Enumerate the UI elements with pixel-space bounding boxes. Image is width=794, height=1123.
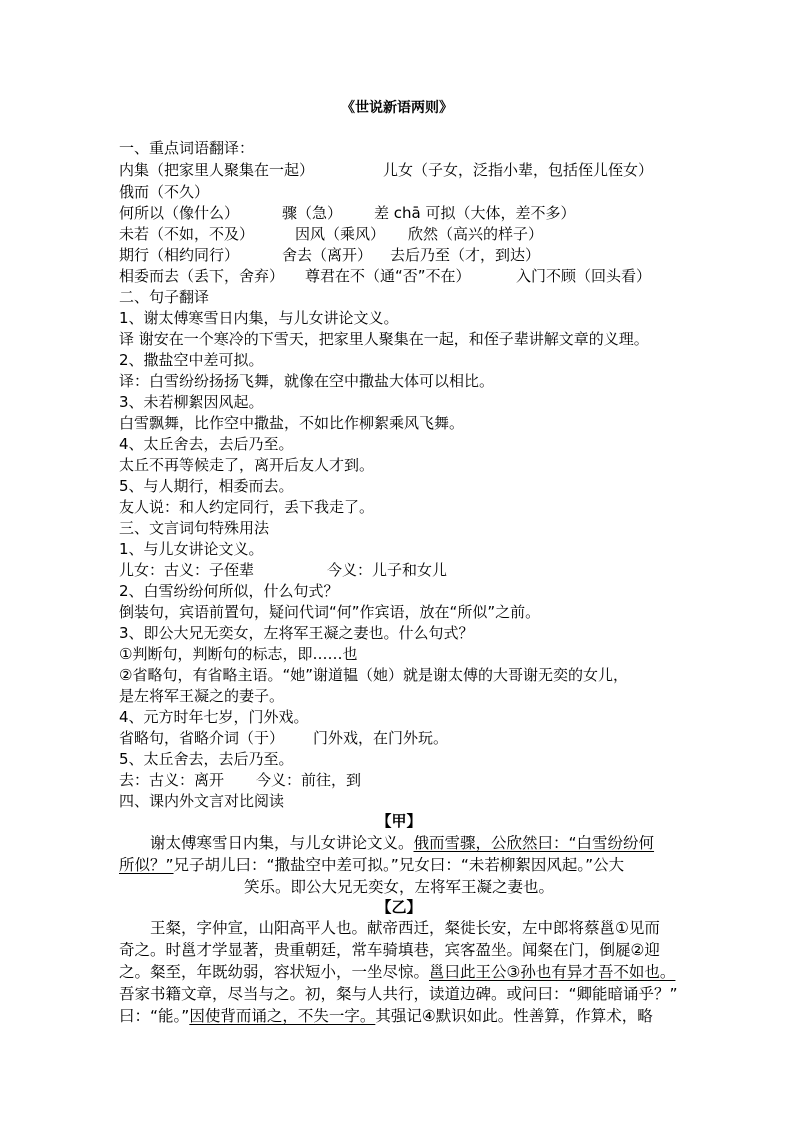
sentence-question: 4、太丘舍去，去后乃至。 <box>119 435 294 453</box>
usage-item: 3、即公大兄无奕女，左将军王凝之妻也。什么句式？ <box>119 624 474 642</box>
vocab-item: 入门不顾（回头看） <box>516 267 652 285</box>
usage-answer: 去：古义：离开 <box>119 771 225 789</box>
usage-answer: 倒装句，宾语前置句，疑问代词“何”作宾语，放在“所似”之前。 <box>119 603 541 621</box>
usage-answer: 儿女：古义：子侄辈 <box>119 561 255 579</box>
usage-answer: ②省略句，有省略主语。“她”谢道韫（她）就是谢太傅的大哥谢无奕的女儿， <box>119 666 628 684</box>
passage-text: 之。粲至，年既幼弱，容状短小，一坐尽惊。 <box>119 963 430 981</box>
passage-jia-label: 【甲】 <box>376 812 422 830</box>
usage-answer: 是左将军王凝之的妻子。 <box>119 687 285 705</box>
vocab-item: 内集（把家里人聚集在一起） <box>119 161 315 179</box>
passage-text: 其强记④默识如此。性善算，作算术，略 <box>375 1007 653 1025</box>
vocab-item: 未若（不如，不及） <box>119 225 255 243</box>
vocab-item: 骤（急） <box>282 204 343 222</box>
passage-yi-line <box>119 1006 653 1026</box>
vocab-item: 相委而去（丢下，舍弃） <box>119 267 285 285</box>
passage-yi-line <box>119 962 675 982</box>
usage-answer: ①判断句，判断句的标志，即……也 <box>119 645 358 663</box>
sentence-translation: 译 谢安在一个寒冷的下雪天，把家里人聚集在一起，和侄子辈讲解文章的义理。 <box>119 330 649 348</box>
passage-yi-line: 奇之。时邕才学显著，贵重朝廷，常车骑填巷，宾客盈坐。闻粲在门，倒屣②迎 <box>119 941 660 959</box>
sentence-translation: 太丘不再等候走了，离开后友人才到。 <box>119 456 375 474</box>
vocab-item: 因风（乘风） <box>295 225 386 243</box>
passage-text: 谢太傅寒雪日内集，与儿女讲论文义。 <box>150 834 414 852</box>
passage-jia-line <box>150 833 654 853</box>
vocab-item: 儿女（子女，泛指小辈，包括侄儿侄女） <box>383 161 654 179</box>
underlined-text: 邕曰此王公③孙也有异才吾不如也。 <box>429 963 676 981</box>
underlined-text: 俄而雪骤，公欣然曰：“白雪纷纷何 <box>413 834 655 852</box>
passage-text: 兄子胡儿曰：“撒盐空中差可拟。”兄女曰：“未若柳絮因风起。”公大 <box>173 856 625 874</box>
section-2-heading: 二、句子翻译 <box>119 288 210 306</box>
passage-text: 曰：“能。” <box>119 1007 190 1025</box>
section-4-heading: 四、课内外文言对比阅读 <box>119 792 285 810</box>
sentence-translation: 译：白雪纷纷扬扬飞舞，就像在空中撒盐大体可以相比。 <box>119 372 495 390</box>
sentence-question: 2、撒盐空中差可拟。 <box>119 351 264 369</box>
vocab-item: 欣然（高兴的样子） <box>408 225 544 243</box>
passage-yi-label: 【乙】 <box>376 898 422 916</box>
usage-item: 1、与儿女讲论文义。 <box>119 540 264 558</box>
passage-jia-line <box>119 855 624 875</box>
sentence-translation: 白雪飘舞，比作空中撒盐，不如比作柳絮乘风飞舞。 <box>119 414 465 432</box>
vocab-item: 差 chā 可拟（大体，差不多） <box>374 204 576 222</box>
vocab-item: 期行（相约同行） <box>119 246 240 264</box>
sentence-question: 5、与人期行，相委而去。 <box>119 477 294 495</box>
underlined-text: 因使背而诵之，不失一字。 <box>189 1007 376 1025</box>
vocab-item: 何所以（像什么） <box>119 204 240 222</box>
usage-answer: 今义：儿子和女儿 <box>327 561 448 579</box>
passage-yi-line: 吾家书籍文章，尽当与之。初，粲与人共行，读道边碑。或问曰：“卿能暗诵乎？” <box>119 985 678 1003</box>
usage-answer: 省略句，省略介词（于） <box>119 729 285 747</box>
section-1-heading: 一、重点词语翻译： <box>119 139 255 157</box>
vocab-line-1 <box>119 160 314 180</box>
sentence-question: 1、谢太傅寒雪日内集，与儿女讲论文义。 <box>119 309 399 327</box>
usage-item: 4、元方时年七岁，门外戏。 <box>119 708 309 726</box>
usage-item: 2、白雪纷纷何所似，什么句式？ <box>119 582 339 600</box>
usage-answer: 今义：前往，到 <box>256 771 362 789</box>
sentence-translation: 友人说：和人约定同行，丢下我走了。 <box>119 498 375 516</box>
passage-yi-line: 王粲，字仲宣，山阳高平人也。献帝西迁，粲徙长安，左中郎将蔡邕①见而 <box>150 919 660 937</box>
usage-answer: 门外戏，在门外玩。 <box>313 729 449 747</box>
vocab-item: 俄而（不久） <box>119 183 210 201</box>
underlined-text: 所似？” <box>119 856 174 874</box>
vocab-item: 舍去（离开） <box>282 246 373 264</box>
sentence-question: 3、未若柳絮因风起。 <box>119 393 264 411</box>
vocab-item: 尊君在不（通“否”不在） <box>305 267 471 285</box>
passage-jia-line: 笑乐。即公大兄无奕女，左将军王凝之妻也。 <box>243 878 554 896</box>
page-title: 《世说新语两则》 <box>341 100 453 116</box>
section-3-heading: 三、文言词句特殊用法 <box>119 519 270 537</box>
vocab-item: 去后乃至（才，到达） <box>390 246 541 264</box>
usage-item: 5、太丘舍去，去后乃至。 <box>119 750 294 768</box>
